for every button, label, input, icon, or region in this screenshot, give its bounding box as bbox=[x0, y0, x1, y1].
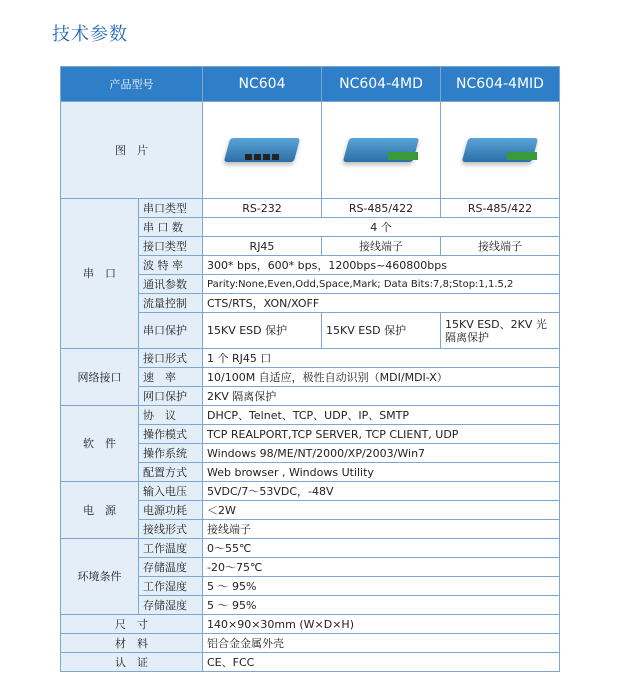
product-image-cell bbox=[203, 102, 322, 199]
software-category: 软 件 bbox=[61, 406, 139, 482]
spec-value: 接线端子 bbox=[203, 520, 560, 539]
product-image-cell bbox=[322, 102, 441, 199]
spec-value: RJ45 bbox=[203, 237, 322, 256]
spec-name: 存储温度 bbox=[139, 558, 203, 577]
spec-name: 存储湿度 bbox=[139, 596, 203, 615]
spec-value: Windows 98/ME/NT/2000/XP/2003/Win7 bbox=[203, 444, 560, 463]
spec-value: TCP REALPORT,TCP SERVER, TCP CLIENT, UDP bbox=[203, 425, 560, 444]
spec-value: 5VDC/7～53VDC，-48V bbox=[203, 482, 560, 501]
spec-name: 操作系统 bbox=[139, 444, 203, 463]
spec-value: 15KV ESD 保护 bbox=[203, 313, 322, 349]
spec-name: 操作模式 bbox=[139, 425, 203, 444]
model-nc604-4mid: NC604-4MID bbox=[441, 67, 560, 102]
spec-value: RS-485/422 bbox=[441, 199, 560, 218]
model-nc604-4md: NC604-4MD bbox=[322, 67, 441, 102]
page-title: 技术参数 bbox=[52, 24, 128, 45]
material-category: 材 料 bbox=[61, 634, 203, 653]
spec-name: 通讯参数 bbox=[139, 275, 203, 294]
spec-value: -20～75℃ bbox=[203, 558, 560, 577]
spec-value: 4 个 bbox=[203, 218, 560, 237]
device-terminal-icon bbox=[457, 128, 543, 172]
model-nc604: NC604 bbox=[203, 67, 322, 102]
spec-value: RS-485/422 bbox=[322, 199, 441, 218]
spec-value: Web browser , Windows Utility bbox=[203, 463, 560, 482]
network-category: 网络接口 bbox=[61, 349, 139, 406]
spec-value: 0～55℃ bbox=[203, 539, 560, 558]
spec-value: 2KV 隔离保护 bbox=[203, 387, 560, 406]
spec-name: 串口类型 bbox=[139, 199, 203, 218]
spec-value: ＜2W bbox=[203, 501, 560, 520]
spec-value: 接线端子 bbox=[441, 237, 560, 256]
spec-value: 接线端子 bbox=[322, 237, 441, 256]
spec-name: 工作湿度 bbox=[139, 577, 203, 596]
environment-category: 环境条件 bbox=[61, 539, 139, 615]
spec-name: 电源功耗 bbox=[139, 501, 203, 520]
spec-value: 铝合金金属外壳 bbox=[203, 634, 560, 653]
spec-name: 配置方式 bbox=[139, 463, 203, 482]
spec-value: 1 个 RJ45 口 bbox=[203, 349, 560, 368]
power-category: 电 源 bbox=[61, 482, 139, 539]
spec-value: DHCP、Telnet、TCP、UDP、IP、SMTP bbox=[203, 406, 560, 425]
dimensions-category: 尺 寸 bbox=[61, 615, 203, 634]
spec-table bbox=[60, 66, 560, 672]
spec-name: 流量控制 bbox=[139, 294, 203, 313]
spec-name: 串口保护 bbox=[139, 313, 203, 349]
spec-name: 工作温度 bbox=[139, 539, 203, 558]
spec-value: 15KV ESD、2KV 光隔离保护 bbox=[441, 313, 560, 349]
spec-name: 输入电压 bbox=[139, 482, 203, 501]
spec-value: Parity:None,Even,Odd,Space,Mark; Data Bits:7,8;Stop:1,1.5,2 bbox=[203, 275, 560, 294]
product-image-cell bbox=[441, 102, 560, 199]
certification-category: 认 证 bbox=[61, 653, 203, 672]
spec-name: 协 议 bbox=[139, 406, 203, 425]
spec-value: 300* bps，600* bps，1200bps~460800bps bbox=[203, 256, 560, 275]
model-header-label: 产品型号 bbox=[61, 67, 203, 102]
spec-value: 5 ～ 95% bbox=[203, 596, 560, 615]
spec-name: 速 率 bbox=[139, 368, 203, 387]
spec-value: 10/100M 自适应，极性自动识别（MDI/MDI-X） bbox=[203, 368, 560, 387]
spec-name: 波 特 率 bbox=[139, 256, 203, 275]
spec-name: 接口类型 bbox=[139, 237, 203, 256]
spec-value: 15KV ESD 保护 bbox=[322, 313, 441, 349]
spec-value: 140×90×30mm (W×D×H) bbox=[203, 615, 560, 634]
device-rj45-icon bbox=[219, 128, 305, 172]
device-terminal-icon bbox=[338, 128, 424, 172]
spec-name: 网口保护 bbox=[139, 387, 203, 406]
spec-value: CTS/RTS，XON/XOFF bbox=[203, 294, 560, 313]
spec-name: 串 口 数 bbox=[139, 218, 203, 237]
spec-value: RS-232 bbox=[203, 199, 322, 218]
spec-name: 接口形式 bbox=[139, 349, 203, 368]
image-row-label: 图 片 bbox=[61, 102, 203, 199]
spec-value: 5 ～ 95% bbox=[203, 577, 560, 596]
serial-category: 串 口 bbox=[61, 199, 139, 349]
spec-value: CE、FCC bbox=[203, 653, 560, 672]
spec-name: 接线形式 bbox=[139, 520, 203, 539]
